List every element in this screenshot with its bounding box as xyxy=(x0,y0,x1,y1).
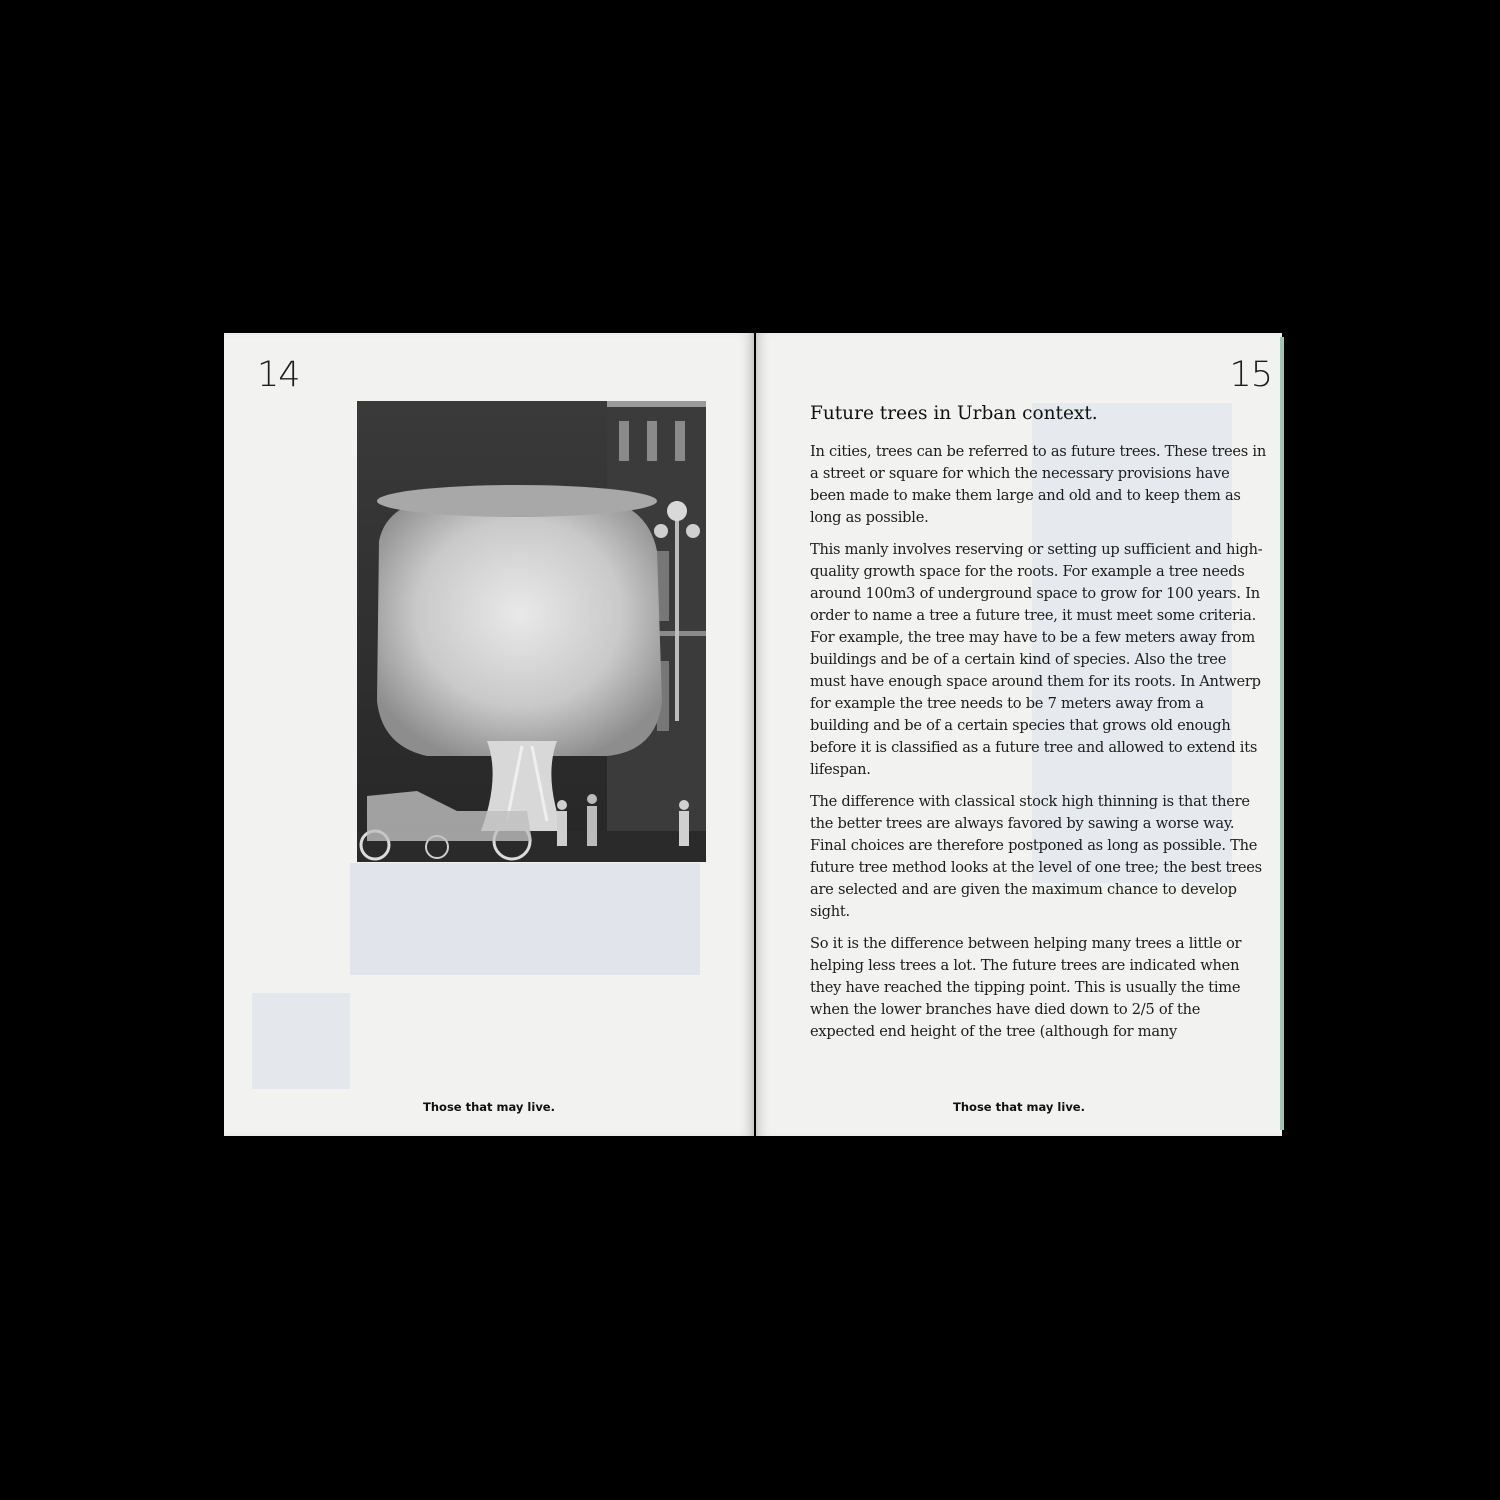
footer-text: Those that may live. xyxy=(953,1100,1085,1114)
page-number: 14 xyxy=(257,355,300,395)
article-paragraph: This manly involves reserving or setting up sufficient and high-quality growth space for the roots. For example a tree needs around 100m3 of underground space to grow for 100 years. In order to name a tree a future tree, it must meet some criteria. For example, the tree may have to be a few meters away from buildings and be of a certain kind of species. Also the tree must have enough space around them for its roots. In Antwerp for example the tree needs to be 7 meters away from a building and be of a certain species that grows old enough before it is classified as a future tree and allowed to extend its lifespan. xyxy=(810,541,1263,778)
photo-image xyxy=(357,401,706,862)
footer-text: Those that may live. xyxy=(423,1100,555,1114)
right-page xyxy=(756,333,1282,1136)
left-page xyxy=(224,333,754,1136)
running-footer xyxy=(756,1100,1282,1114)
running-footer xyxy=(224,1100,754,1114)
page-edge xyxy=(1280,337,1284,1130)
page-number: 15 xyxy=(1229,355,1272,395)
article-paragraph: In cities, trees can be referred to as future trees. These trees in a street or square for which the necessary provisions have been made to make them large and old and to keep them as long as possible. xyxy=(810,443,1266,526)
article-title: Future trees in Urban context. xyxy=(810,403,1098,424)
article-paragraph: So it is the difference between helping many trees a little or helping less trees a lot. The future trees are indicated when they have reached the tipping point. This is usually the time when the lower branches have died down to 2/5 of the expected end height of the tree (although for many xyxy=(810,935,1242,1040)
book-spread xyxy=(224,333,1284,1136)
article-paragraph: The difference with classical stock high thinning is that there the better trees are always favored by sawing a worse way. Final choices are therefore postponed as long as possible. The future tree method looks at the level of one tree; the best trees are selected and are given the maximum chance to develop sight. xyxy=(810,793,1262,920)
show-through-tint xyxy=(252,993,350,1089)
article xyxy=(810,401,1266,1053)
inverted-tree-photo xyxy=(357,401,706,862)
photo-tint-block xyxy=(350,863,700,975)
